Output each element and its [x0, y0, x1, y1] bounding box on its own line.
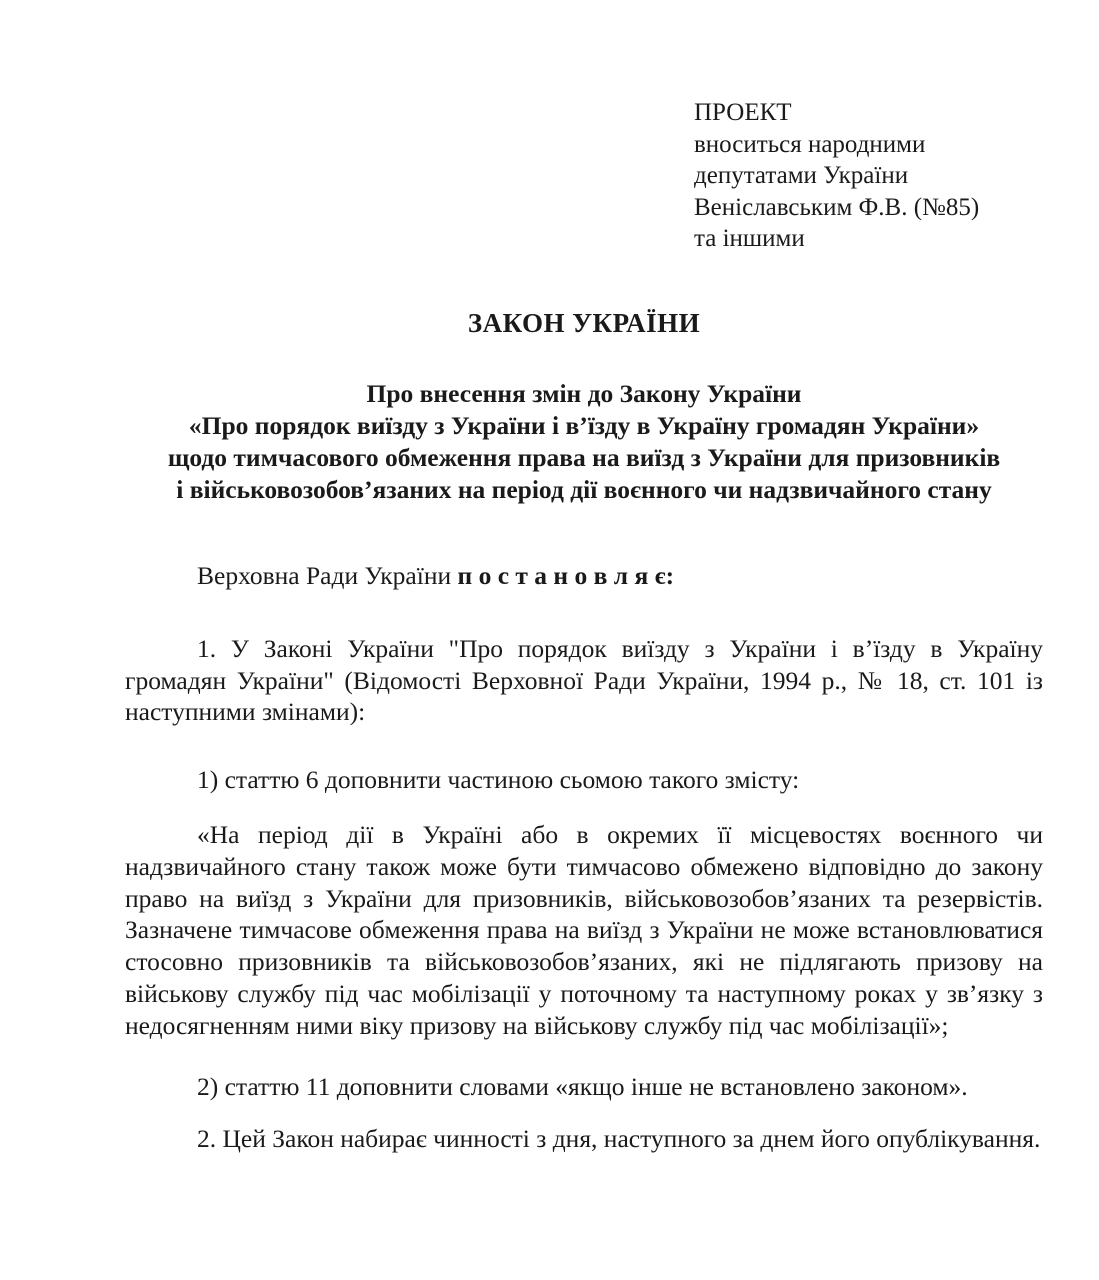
submission-note-line: депутатами України: [694, 162, 909, 189]
law-body: [125, 560, 1043, 1155]
quoted-provision-paragraph: «На період дії в Україні або в окремих її місцевостях воєнного чи надзвичайного стану також може бути тимчасово обмежено відповідно до закону право на виїзд з України для призовників, військовозобов’язаних та резервістів. Зазначене тимчасове обмеження права на виїзд з України не може встановлюватися стосовно призовників та військовозобов’язаних, які не підлягають призову на військову службу під час мобілізації у поточному та наступному роках у зв’язку з недосягненням ними віку призову на військову службу під час мобілізації»;: [125, 819, 1043, 1040]
entry-into-force-paragraph: 2. Цей Закон набирає чинності з дня, наступного за днем його опублікування.: [197, 1124, 1041, 1154]
amendment-point-1: 1) статтю 6 доповнити частиною сьомою такого змісту:: [197, 765, 800, 795]
amendment-point-2: 2) статтю 11 доповнити словами «якщо інше не встановлено законом».: [197, 1071, 968, 1101]
amendment-intro-paragraph: 1. У Законі України "Про порядок виїзду з України і в’їзду в Україну громадян України" (Відомості Верховної Ради України, 1994 р., № 18, ст. 101 із наступними змінами):: [125, 633, 1043, 727]
resolution-line: [125, 560, 1043, 592]
law-subject-line: щодо тимчасового обмеження права на виїзд з України для призовників: [167, 443, 1001, 472]
law-subject-line: і військовозобов’язаних на період дії воєнного чи надзвичайного стану: [176, 475, 992, 504]
submission-note: [694, 97, 979, 255]
submission-note-line: вноситься народними: [694, 130, 926, 158]
law-subject-block: [110, 378, 1058, 506]
law-subject-line: «Про порядок виїзду з України і в’їзду в Україну громадян України»: [188, 411, 980, 440]
submission-note-line: Веніславським Ф.В. (№85): [694, 193, 980, 221]
submission-note-line: та іншими: [694, 225, 805, 252]
resolution-verb: п о с т а н о в л я є:: [457, 561, 675, 590]
law-subject-line: Про внесення змін до Закону України: [366, 379, 802, 408]
draft-label: ПРОЕКТ: [694, 99, 792, 126]
law-title: ЗАКОН УКРАЇНИ: [467, 308, 701, 338]
resolution-lead: Верховна Ради України: [197, 561, 458, 590]
